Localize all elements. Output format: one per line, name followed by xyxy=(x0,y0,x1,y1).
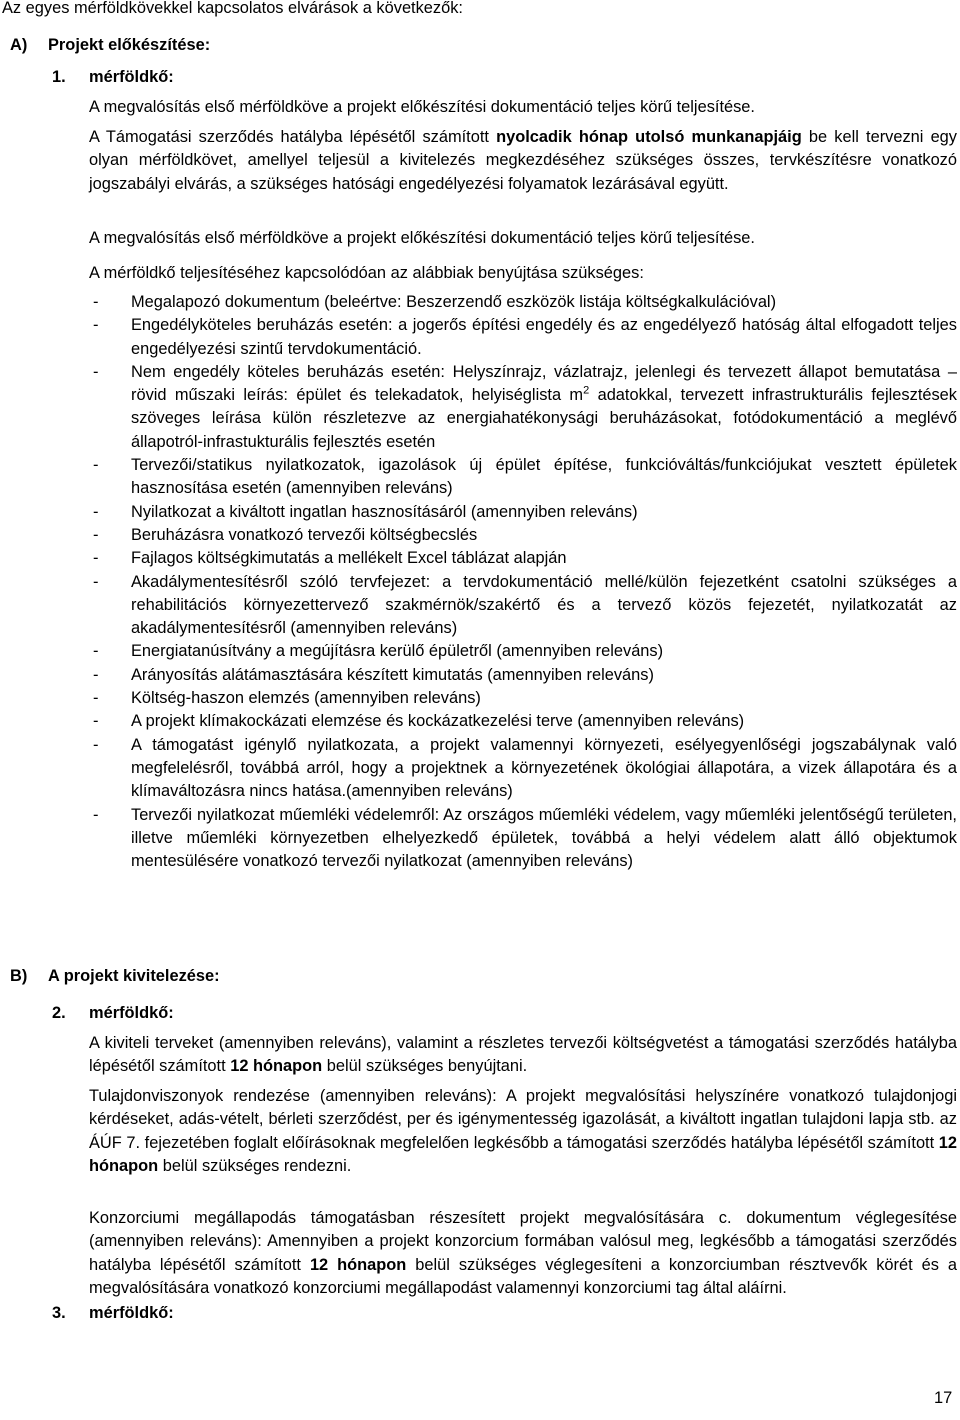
list-item-text: Arányosítás alátámasztására készített kimutatás (amennyiben releváns) xyxy=(131,665,654,684)
list-item-text: Költség-haszon elemzés (amennyiben releváns) xyxy=(131,689,481,708)
list-item-text: Fajlagos költségkimutatás a mellékelt Excel táblázat alapján xyxy=(131,549,567,568)
milestone-2-paragraph-3 xyxy=(89,1207,957,1300)
list-bullet: - xyxy=(93,362,99,381)
intro-text: Az egyes mérföldkövekkel kapcsolatos elvárások a következők: xyxy=(2,0,463,17)
milestone-2-paragraph-3-start: Konzorciumi megállapodás támogatásban részesített projekt megvalósítására c. dokumentum véglegesítése (amennyiben releváns): Amennyiben a projekt konzorcium formában valósul meg, legkésőbb a támogatási szerződés hatályba lépésétől számított xyxy=(89,1209,957,1274)
list-item-text: Megalapozó dokumentum (beleértve: Beszerzendő eszközök listája költségkalkulációval) xyxy=(131,293,777,311)
list-item xyxy=(89,547,957,570)
list-item-text: Akadálymentesítésről szóló tervfejezet: a tervdokumentáció mellé/külön fejezetként csatolni szükséges a rehabilitációs környezettervező szakmérnök/szakértő és a tervező közös fejezetét, nyilatkozatát az akadálymentesítésről (amennyiben releváns) xyxy=(131,572,957,638)
list-bullet: - xyxy=(93,735,99,754)
list-bullet: - xyxy=(93,689,99,708)
list-item xyxy=(89,314,957,361)
list-item xyxy=(89,454,957,501)
milestone-1-deadline: nyolcadik hónap utolsó munkanapjáig xyxy=(496,128,802,146)
milestone-2-deadline-1: 12 hónapon xyxy=(230,1057,323,1076)
section-b-letter: B) xyxy=(10,967,28,985)
section-b-title: A projekt kivitelezése: xyxy=(48,967,220,985)
section-a-letter: A) xyxy=(10,36,28,54)
list-item-text: Energiatanúsítvány a megújításra kerülő épületről (amennyiben releváns) xyxy=(131,642,664,661)
milestone-1-label: mérföldkő: xyxy=(89,68,174,86)
list-item xyxy=(89,524,957,547)
list-bullet: - xyxy=(93,502,99,521)
milestone-2-paragraph-1 xyxy=(89,1032,957,1079)
list-bullet: - xyxy=(93,665,99,684)
list-item-text: Beruházásra vonatkozó tervezői költségbecslés xyxy=(131,525,478,544)
list-item xyxy=(89,640,957,663)
milestone-3-number: 3. xyxy=(52,1304,66,1322)
list-bullet: - xyxy=(93,549,99,568)
milestone-1-paragraph-3: A mérföldkő teljesítéséhez kapcsolódóan az alábbiak benyújtása szükséges: xyxy=(89,264,644,282)
list-item xyxy=(89,804,957,874)
superscript-2: 2 xyxy=(583,384,590,397)
milestone-2-paragraph-2 xyxy=(89,1085,957,1178)
list-item xyxy=(89,710,957,733)
list-bullet: - xyxy=(93,572,99,591)
list-bullet: - xyxy=(93,316,99,335)
milestone-1-summary: A megvalósítás első mérföldköve a projekt előkészítési dokumentáció teljes körű teljesítése. xyxy=(89,98,755,116)
list-item-text: A támogatást igénylő nyilatkozata, a projekt valamennyi környezeti, esélyegyenlőségi jogszabálynak való megfelelésről, továbbá arról, hogy a projektnek a környezetének ökológiai állapotára, a vizek állapotára és a klímaváltozásra nincs hatása.(amennyiben releváns) xyxy=(131,735,957,801)
milestone-2-deadline-2: 12 hónapon xyxy=(89,1133,957,1175)
list-bullet: - xyxy=(93,293,99,311)
page-number: 17 xyxy=(934,1389,953,1407)
milestone-1-paragraph-1 xyxy=(89,126,957,196)
section-a-title: Projekt előkészítése: xyxy=(48,36,211,54)
list-bullet: - xyxy=(93,642,99,661)
list-item-text: Nem engedély köteles beruházás esetén: Helyszínrajz, vázlatrajz, jelenlegi és tervezett állapot bemutatása – rövid műszaki leírás: épület és telekadatok, helyiséglista m xyxy=(131,362,957,405)
list-bullet: - xyxy=(93,712,99,731)
list-item xyxy=(89,734,957,804)
list-item-text: A projekt klímakockázati elemzése és kockázatkezelési terve (amennyiben releváns) xyxy=(131,712,745,731)
list-item xyxy=(89,361,957,454)
list-item xyxy=(89,291,957,314)
list-item xyxy=(89,664,957,687)
requirements-list xyxy=(89,291,957,873)
list-item xyxy=(89,501,957,524)
milestone-2-label: mérföldkő: xyxy=(89,1004,174,1022)
list-bullet: - xyxy=(93,805,99,824)
list-item-text: Tervezői/statikus nyilatkozatok, igazolások új épület építése, funkcióváltás/funkciójukat vesztett épületek hasznosítása esetén (amennyiben releváns) xyxy=(131,456,957,498)
list-item xyxy=(89,687,957,710)
milestone-1-paragraph-1-start: A Támogatási szerződés hatályba lépésétől számított xyxy=(89,128,497,146)
milestone-1-paragraph-2: A megvalósítás első mérföldköve a projekt előkészítési dokumentáció teljes körű teljesítése. xyxy=(89,229,755,247)
list-item xyxy=(89,571,957,641)
list-item-text: Engedélyköteles beruházás esetén: a jogerős építési engedély és az engedélyező hatóság által elfogadott teljes engedélyezési szintű tervdokumentáció. xyxy=(131,316,957,358)
list-item-text: Tervezői nyilatkozat műemléki védelemről: Az országos műemléki védelem, vagy műemléki jelentőségű területen, illetve műemléki környezetben elhelyezkedő épületek, továbbá a helyi védelem alatt álló objektumok mentesülésére vonatkozó tervezői nyilatkozat (amennyiben releváns) xyxy=(131,805,957,871)
milestone-2-paragraph-2-end: belül szükséges rendezni. xyxy=(158,1156,352,1175)
milestone-3-label: mérföldkő: xyxy=(89,1304,174,1322)
list-bullet: - xyxy=(93,456,99,475)
milestone-2-deadline-3: 12 hónapon xyxy=(309,1255,407,1274)
milestone-2-number: 2. xyxy=(52,1004,66,1022)
milestone-2-paragraph-2-start: Tulajdonviszonyok rendezése (amennyiben releváns): A projekt megvalósítási helyszínére vonatkozó tulajdonjogi kérdéseket, adás-vételt, bérleti szerződést, per és igénymentesség igazolását, a kiváltott ingatlan tulajdoni lapja stb. az ÁÚF 7. fejezetében foglalt előírásoknak megfelelően legkésőbb a támogatási szerződés hatályba lépésétől számított xyxy=(89,1087,957,1152)
list-bullet: - xyxy=(93,525,99,544)
list-item-text-cont: adatokkal, tervezett infrastrukturális fejlesztések szöveges leírása külön részletezve az energiahatékonysági beruházásokat, fotódokumentáció a meglévő állapotról-infrastukturális fejlesztés esetén xyxy=(131,386,957,451)
milestone-1-number: 1. xyxy=(52,68,66,86)
list-item-text: Nyilatkozat a kiváltott ingatlan hasznosításáról (amennyiben releváns) xyxy=(131,502,638,521)
milestone-1-paragraph-1-end: be kell tervezni egy olyan mérföldkövet, amellyel teljesül a kivitelezés megkezdéséhez szükséges összes, tervkészítésre vonatkozó jogszabályi elvárás, a szükséges hatósági engedélyezési folyamatok lezárásával együtt. xyxy=(89,128,957,193)
milestone-2-paragraph-1-start: A kiviteli terveket (amennyiben releváns), valamint a részletes tervezői költségvetést a támogatási szerződés hatályba lépésétől számított xyxy=(89,1034,957,1076)
milestone-2-paragraph-1-end: belül szükséges benyújtani. xyxy=(322,1057,528,1076)
milestone-2-paragraph-3-end: belül szükséges véglegesíteni a konzorciumban résztvevők körét és a megvalósítására vonatkozó konzorciumi megállapodást valamennyi konzorciumi tag által aláírni. xyxy=(89,1255,957,1297)
